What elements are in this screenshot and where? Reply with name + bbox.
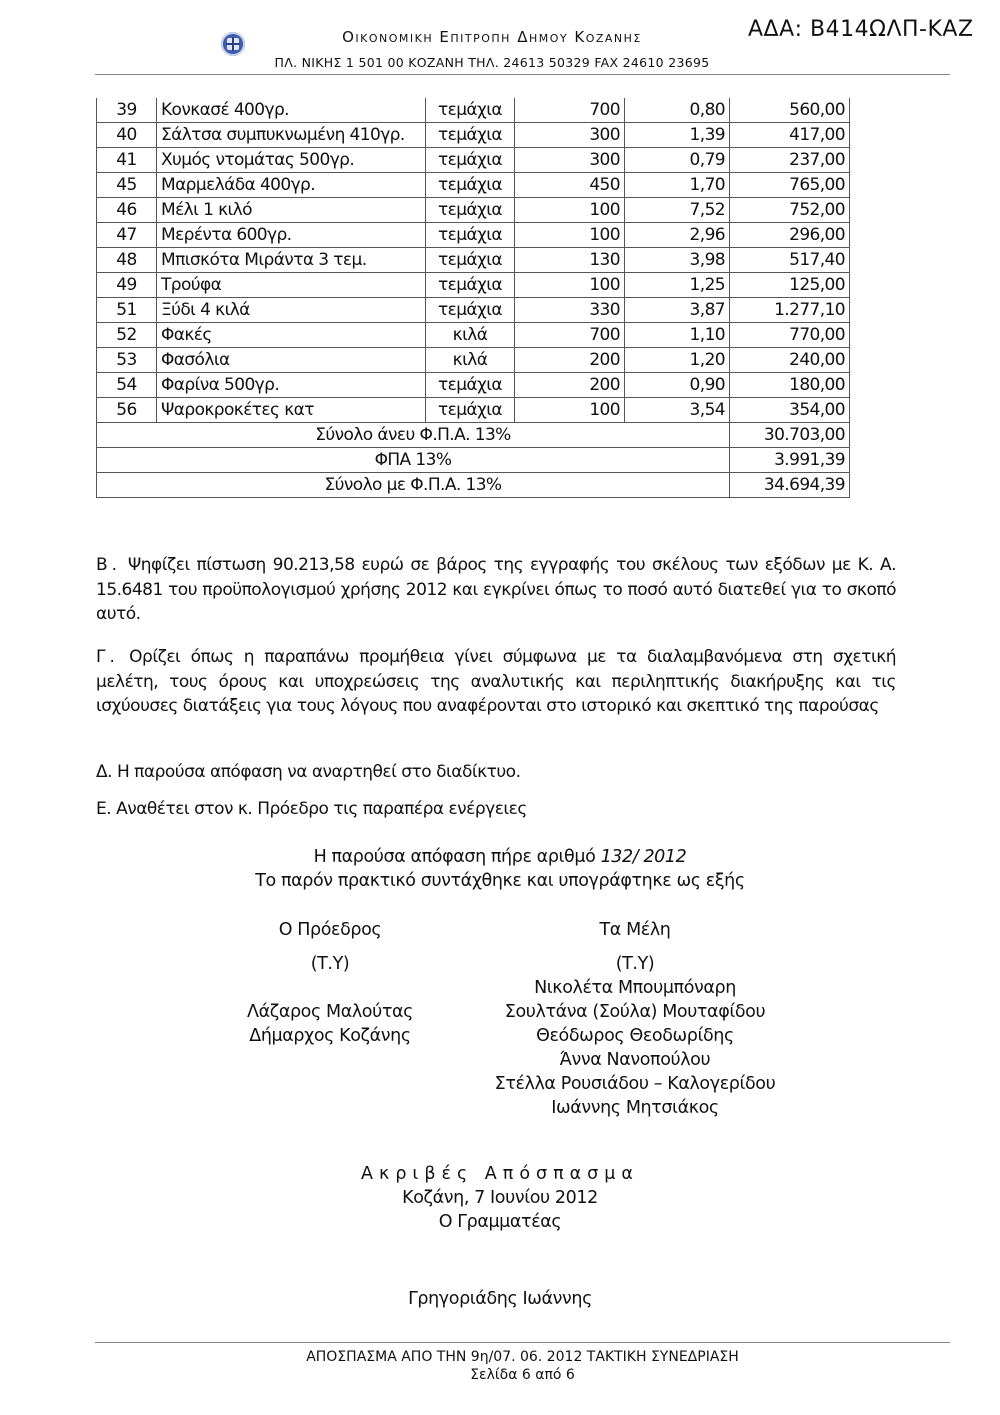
row-number: 51 (97, 298, 157, 323)
president-title: Ο Πρόεδρος (278, 920, 382, 940)
paragraph-d (96, 760, 896, 785)
table-row (97, 373, 850, 398)
item-description: Κονκασέ 400γρ. (157, 98, 426, 123)
item-unit-price: 7,52 (625, 198, 730, 223)
item-unit: τεμάχια (426, 173, 515, 198)
row-number: 46 (97, 198, 157, 223)
item-unit: τεμάχια (426, 198, 515, 223)
table-row (97, 198, 850, 223)
item-unit-price: 1,10 (625, 323, 730, 348)
row-number: 39 (97, 98, 157, 123)
decision-prefix: Η παρούσα απόφαση πήρε αριθμό (313, 847, 596, 867)
footer-page-number: Σελίδα 6 από 6 (470, 1367, 575, 1383)
row-number: 45 (97, 173, 157, 198)
table-row (97, 98, 850, 123)
item-unit: τεμάχια (426, 298, 515, 323)
row-number: 53 (97, 348, 157, 373)
members-names (450, 976, 820, 1120)
paragraph-label: Δ. (96, 762, 113, 782)
item-quantity: 100 (515, 198, 625, 223)
item-description: Χυμός ντομάτας 500γρ. (157, 148, 426, 173)
item-description: Φασόλια (157, 348, 426, 373)
table-row (97, 148, 850, 173)
header-title: Οικονομικη Επιτροπη Δημου Κοζανης (342, 28, 642, 46)
paragraph-b (96, 553, 896, 627)
item-unit: τεμάχια (426, 148, 515, 173)
item-unit-price: 3,87 (625, 298, 730, 323)
item-unit: τεμάχια (426, 273, 515, 298)
paragraph-text: Ορίζει όπως η παραπάνω προμήθεια γίνει σύμφωνα με τα διαλαμβανόμενα στη σχετική μελέτη, τους όρους και υποχρεώσεις της αναλυτικής και περιληπτικής διακήρυξης και τις ισχύουσες διατάξεις για τους λόγους που αναφέρονται στο ιστορικό και σκεπτικό της παρούσας (96, 647, 896, 716)
item-unit-price: 1,20 (625, 348, 730, 373)
item-unit-price: 0,90 (625, 373, 730, 398)
item-description: Μέλι 1 κιλό (157, 198, 426, 223)
row-number: 54 (97, 373, 157, 398)
item-unit: τεμάχια (426, 248, 515, 273)
items-table (96, 98, 850, 498)
item-quantity: 200 (515, 348, 625, 373)
item-total: 517,40 (730, 248, 850, 273)
item-unit-price: 1,70 (625, 173, 730, 198)
paragraph-g (96, 645, 896, 719)
table-row (97, 223, 850, 248)
row-number: 40 (97, 123, 157, 148)
item-quantity: 200 (515, 373, 625, 398)
item-total: 180,00 (730, 373, 850, 398)
item-description: Σάλτσα συμπυκνωμένη 410γρ. (157, 123, 426, 148)
member-name: Νικολέτα Μπουμπόναρη (534, 978, 736, 998)
item-quantity: 100 (515, 223, 625, 248)
item-quantity: 100 (515, 398, 625, 423)
table-row (97, 398, 850, 423)
row-number: 41 (97, 148, 157, 173)
paragraph-e (96, 797, 896, 822)
certified-title: Ακριβές Απόσπασμα (361, 1164, 639, 1184)
paragraph-text: Ψηφίζει πίστωση 90.213,58 ευρώ σε βάρος της εγγραφής του σκέλους των εξόδων με Κ. Α. 15.6481 του προϋπολογισμού χρήσης 2012 και εγκρίνει όπως το ποσό αυτό διατεθεί για το σκοπό αυτό. (96, 555, 896, 624)
item-unit-price: 1,39 (625, 123, 730, 148)
item-unit: τεμάχια (426, 373, 515, 398)
member-name: Στέλλα Ρουσιάδου – Καλογερίδου (494, 1074, 776, 1094)
item-total: 417,00 (730, 123, 850, 148)
item-total: 354,00 (730, 398, 850, 423)
footer (95, 1348, 950, 1384)
table-row (97, 123, 850, 148)
item-quantity: 300 (515, 148, 625, 173)
item-description: Φακές (157, 323, 426, 348)
item-description: Μαρμελάδα 400γρ. (157, 173, 426, 198)
item-description: Τρούφα (157, 273, 426, 298)
item-description: Φαρίνα 500γρ. (157, 373, 426, 398)
item-quantity: 100 (515, 273, 625, 298)
member-name: Θεόδωρος Θεοδωρίδης (536, 1026, 734, 1046)
item-unit: τεμάχια (426, 223, 515, 248)
item-unit-price: 2,96 (625, 223, 730, 248)
item-unit: κιλά (426, 348, 515, 373)
item-quantity: 700 (515, 323, 625, 348)
table-row (97, 323, 850, 348)
paragraph-label: Β. (96, 555, 122, 575)
item-description: Μπισκότα Μιράντα 3 τεμ. (157, 248, 426, 273)
item-quantity: 700 (515, 98, 625, 123)
president-ty: (Τ.Υ) (310, 954, 350, 974)
summary-value: 30.703,00 (730, 423, 850, 448)
summary-label: Σύνολο άνευ Φ.Π.Α. 13% (97, 423, 730, 448)
item-total: 752,00 (730, 198, 850, 223)
members-title: Τα Μέλη (599, 920, 671, 940)
footer-meeting: ΑΠΟΣΠΑΣΜΑ ΑΠΟ ΤΗΝ 9η/07. 06. 2012 ΤΑΚΤΙΚΗ ΣΥΝΕΔΡΙΑΣΗ (306, 1349, 739, 1365)
header-address: ΠΛ. ΝΙΚΗΣ 1 501 00 ΚΟΖΑΝΗ ΤΗΛ. 24613 50329 FAX 24610 23695 (274, 55, 710, 70)
summary-row (97, 423, 850, 448)
item-description: Ψαροκροκέτες κατ (157, 398, 426, 423)
item-unit-price: 3,98 (625, 248, 730, 273)
item-total: 125,00 (730, 273, 850, 298)
certified-place-date: Κοζάνη, 7 Ιουνίου 2012 (402, 1188, 598, 1208)
item-unit: κιλά (426, 323, 515, 348)
footer-divider (95, 1342, 950, 1343)
row-number: 56 (97, 398, 157, 423)
ada-code: ΑΔΑ: Β414ΩΛΠ-ΚΑΖ (748, 17, 974, 42)
table-row (97, 248, 850, 273)
item-total: 240,00 (730, 348, 850, 373)
table-row (97, 273, 850, 298)
member-name: Σουλτάνα (Σούλα) Μουταφίδου (504, 1002, 766, 1022)
row-number: 48 (97, 248, 157, 273)
summary-label: ΦΠΑ 13% (97, 448, 730, 473)
president-name: Λάζαρος Μαλούτας (247, 1002, 413, 1022)
row-number: 52 (97, 323, 157, 348)
summary-value: 3.991,39 (730, 448, 850, 473)
item-total: 770,00 (730, 323, 850, 348)
decision-number: 132/ 2012 (600, 847, 687, 867)
summary-value: 34.694,39 (730, 473, 850, 498)
president-role: Δήμαρχος Κοζάνης (249, 1026, 411, 1046)
members-ty: (Τ.Υ) (615, 954, 655, 974)
member-name: Ιωάννης Μητσιάκος (551, 1098, 719, 1118)
summary-label: Σύνολο με Φ.Π.Α. 13% (97, 473, 730, 498)
item-unit-price: 3,54 (625, 398, 730, 423)
item-quantity: 130 (515, 248, 625, 273)
table-row (97, 348, 850, 373)
decision-signed-line: Το παρόν πρακτικό συντάχθηκε και υπογράφτηκε ως εξής (255, 871, 745, 891)
secretary-name: Γρηγοριάδης Ιωάννης (408, 1289, 592, 1309)
item-total: 296,00 (730, 223, 850, 248)
item-unit-price: 1,25 (625, 273, 730, 298)
item-total: 1.277,10 (730, 298, 850, 323)
item-total: 765,00 (730, 173, 850, 198)
summary-row (97, 473, 850, 498)
item-quantity: 450 (515, 173, 625, 198)
item-description: Ξύδι 4 κιλά (157, 298, 426, 323)
paragraph-text: Η παρούσα απόφαση να αναρτηθεί στο διαδίκτυο. (116, 762, 521, 782)
table-row (97, 298, 850, 323)
paragraph-label: Γ. (96, 647, 119, 667)
summary-row (97, 448, 850, 473)
secretary-role: Ο Γραμματέας (438, 1212, 562, 1232)
row-number: 49 (97, 273, 157, 298)
table-row (97, 173, 850, 198)
item-quantity: 300 (515, 123, 625, 148)
item-unit: τεμάχια (426, 398, 515, 423)
item-unit-price: 0,80 (625, 98, 730, 123)
item-unit: τεμάχια (426, 123, 515, 148)
decision-number-line (200, 845, 800, 869)
item-total: 237,00 (730, 148, 850, 173)
item-unit: τεμάχια (426, 98, 515, 123)
item-quantity: 330 (515, 298, 625, 323)
paragraph-text: Αναθέτει στον κ. Πρόεδρο τις παραπέρα ενέργειες (116, 799, 527, 819)
item-description: Μερέντα 600γρ. (157, 223, 426, 248)
item-total: 560,00 (730, 98, 850, 123)
header-divider (95, 74, 950, 75)
item-unit-price: 0,79 (625, 148, 730, 173)
paragraph-label: Ε. (96, 799, 112, 819)
row-number: 47 (97, 223, 157, 248)
member-name: Άννα Νανοπούλου (559, 1050, 711, 1070)
